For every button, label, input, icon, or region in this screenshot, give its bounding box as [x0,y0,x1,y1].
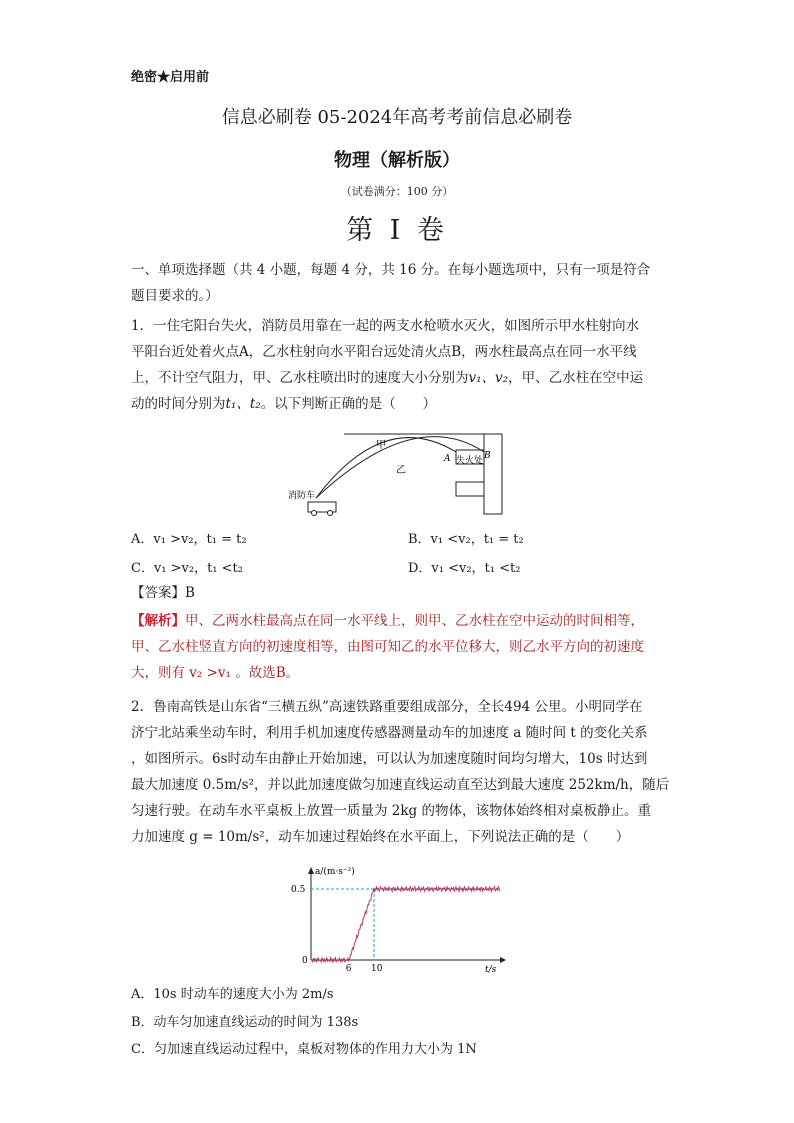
section-line: 一、单项选择题（共 4 小题，每题 4 分，共 16 分。在每小题选项中，只有一项是符合 [131,262,651,278]
q1-option-d: D．v₁ <v₂，t₁ <t₂ [408,561,521,576]
analysis-line: 大，则有 v₂ >v₁ 。故选B。 [131,665,300,681]
section-heading [131,257,665,309]
analysis-line: 【解析】甲、乙两水柱最高点在同一水平线上，则甲、乙水柱在空中运动的时间相等， [131,613,644,629]
q1-option-c: C．v₁ >v₂，t₁ <t₂ [131,561,243,576]
fire-hose-figure [284,430,506,518]
x-axis-label: t/s [485,965,497,974]
score-note: （试卷满分：100 分） [340,185,454,198]
q1-line: 平阳台近处着火点A，乙水柱射向水平阳台远处清火点B，两水柱最高点在同一水平线 [131,344,637,360]
q2-line: 匀速行驶。在动车水平桌板上放置一质量为 2kg 的物体，该物体始终相对桌板静止。重 [131,803,651,819]
truck-body [308,502,336,512]
y-tick-label: 0.5 [291,885,306,896]
q2-option-b: B．动车匀加速直线运动的时间为 138s [131,1015,359,1030]
analysis-tag: 【解析】 [131,613,185,629]
page-title: 信息必刷卷 05-2024年高考考前信息必刷卷 [221,107,573,128]
q2-line: 力加速度 g = 10m/s²，动车加速过程始终在水平面上，下列说法正确的是（ ） [131,829,630,845]
page-subtitle: 物理（解析版） [334,150,460,171]
y-axis-arrow [308,867,314,874]
acceleration-chart [285,862,510,974]
q2-line: 最大加速度 0.5m/s²，并以此加速度做匀加速直线运动直至达到最大速度 252km/h，随后 [131,777,670,793]
question-2-stem [131,694,670,850]
secret-label: 绝密★启用前 [131,70,210,85]
analysis-line: 甲、乙水柱竖直方向的初速度相等，由图可知乙的水平位移大，则乙水平方向的初速度 [131,639,644,655]
q2-option-a: A．10s 时动车的速度大小为 2m/s [131,987,334,1002]
point-b-label: B [484,451,491,461]
t1-t2-symbol: t₁、t₂ [225,396,261,412]
q1-line: 1．一住宅阳台失火，消防员用靠在一起的两支水枪喷水灭火，如图所示甲水柱射向水 [131,318,640,334]
q1-line: 上，不计空气阻力，甲、乙水柱喷出时的速度大小分别为v₁、v₂，甲、乙水柱在空中运 [131,370,644,386]
q1-option-b: B．v₁ <v₂，t₁ = t₂ [408,532,524,547]
volume-heading: 第 I 卷 [346,215,448,246]
y-tick-label: 0 [302,956,308,966]
q1-answer: 【答案】B [131,585,195,601]
y-axis-label: a/(m·s⁻²) [315,867,355,877]
v1-v2-symbol: v₁、v₂ [468,370,509,386]
q1-option-a: A．v₁ >v₂，t₁ = t₂ [131,532,247,547]
q1-analysis [131,608,665,686]
lower-balcony [456,482,484,496]
x-tick-label: 6 [345,964,352,974]
building-wall [484,434,502,514]
q2-line: ，如图所示。6s时动车由静止开始加速，可以认为加速度随时间均匀增大，10s 时达到 [131,751,648,767]
water-jet-jia [316,438,456,498]
truck-label: 消防车 [288,491,316,501]
truck-wheel [312,511,317,516]
q1-line: 动的时间分别为t₁、t₂。以下判断正确的是（ ） [131,396,437,412]
series-line-a [311,886,500,962]
question-1-stem [131,313,665,417]
q2-line: 2．鲁南高铁是山东省“三横五纵”高速铁路重要组成部分，全长494 公里。小明同学在 [131,699,643,715]
q2-option-c: C．匀加速直线运动过程中，桌板对物体的作用力大小为 1N [131,1042,477,1057]
q2-line: 济宁北站乘坐动车时，利用手机加速度传感器测量动车的加速度 a 随时间 t 的变化关系 [131,725,648,741]
point-a-label: A [444,454,451,464]
x-axis-arrow [500,957,506,963]
truck-wheel [328,511,333,516]
section-line: 题目要求的。） [131,288,219,304]
x-tick-label: 10 [371,964,383,974]
yi-label: 乙 [396,465,406,476]
fire-spot-label: 失火处 [456,456,484,466]
jia-label: 甲 [376,440,386,451]
